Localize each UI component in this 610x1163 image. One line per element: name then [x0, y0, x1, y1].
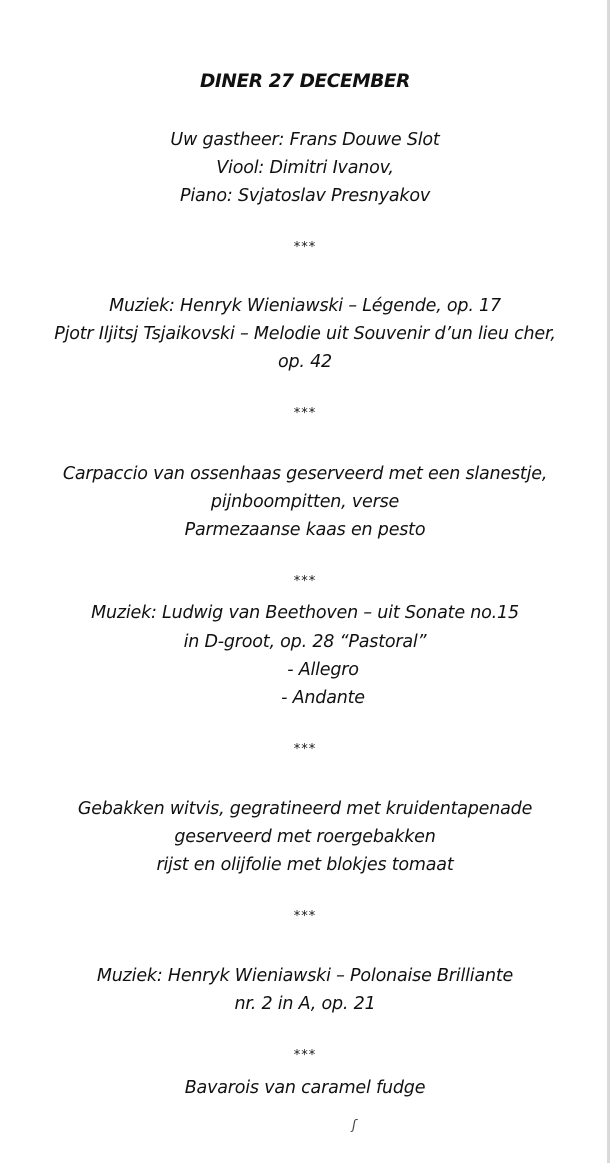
- movement-line: - Andante: [281, 688, 365, 708]
- course-line: geserveerd met roergebakken: [174, 827, 436, 847]
- dessert-line: Bavarois van caramel fudge: [184, 1078, 426, 1098]
- menu-title: DINER 27 DECEMBER: [199, 71, 411, 92]
- separator: ***: [293, 742, 317, 757]
- host-line: Uw gastheer: Frans Douwe Slot: [170, 130, 440, 150]
- movement-line: - Allegro: [287, 660, 359, 680]
- course-line: Parmezaanse kaas en pesto: [184, 520, 426, 540]
- course-line: rijst en olijfolie met blokjes tomaat: [156, 855, 454, 875]
- separator: ***: [293, 1048, 317, 1063]
- separator: ***: [293, 574, 317, 589]
- separator: ***: [293, 909, 317, 924]
- separator: ***: [293, 240, 317, 255]
- music-line: nr. 2 in A, op. 21: [234, 994, 376, 1014]
- course-line: Gebakken witvis, gegratineerd met kruidentapenade: [77, 799, 533, 819]
- violin-line: Viool: Dimitri Ivanov,: [216, 158, 394, 178]
- ink-mark: ʃ: [352, 1118, 357, 1133]
- music-line: in D-groot, op. 28 “Pastoral”: [183, 632, 427, 652]
- music-line: Muziek: Henryk Wieniawski – Polonaise Brilliante: [96, 966, 514, 986]
- piano-line: Piano: Svjatoslav Presnyakov: [179, 186, 431, 206]
- music-line: op. 42: [277, 352, 332, 372]
- course-line: Carpaccio van ossenhaas geserveerd met een slanestje,: [62, 464, 548, 484]
- music-line: Muziek: Ludwig van Beethoven – uit Sonate no.15: [91, 603, 519, 623]
- separator: ***: [293, 406, 317, 421]
- music-line: Pjotr Iljitsj Tsjaikovski – Melodie uit Souvenir d’un lieu cher,: [54, 324, 556, 344]
- course-line: pijnboompitten, verse: [210, 492, 400, 512]
- music-line: Muziek: Henryk Wieniawski – Légende, op. 17: [109, 296, 501, 316]
